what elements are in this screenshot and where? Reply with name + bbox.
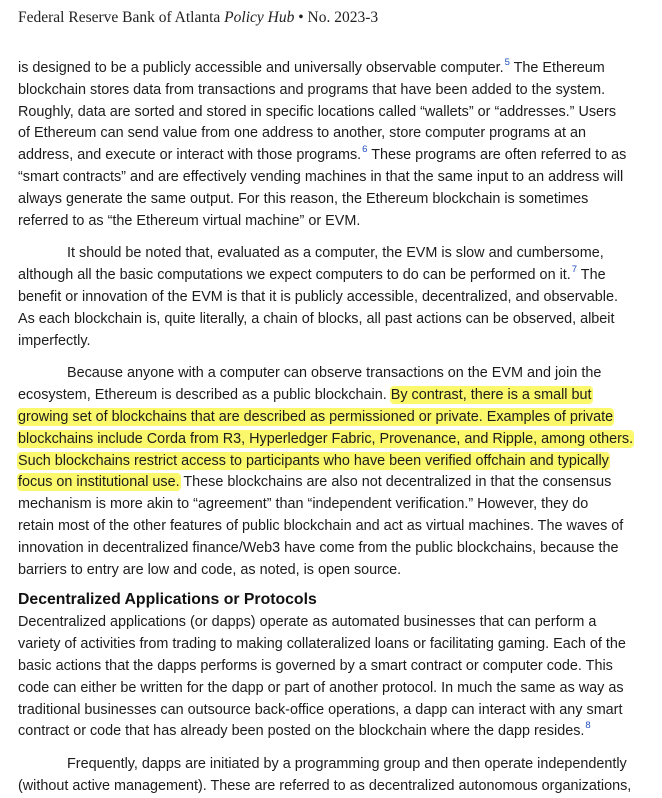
text-line: It should be noted that, evaluated as a computer, the EVM is slow and cumbersome, — [67, 245, 604, 262]
highlighted-text: focus on institutional use. — [18, 474, 180, 491]
text-line: address, and execute or interact with those programs. — [18, 147, 362, 164]
text-line: basic actions that the dapps performs is governed by a smart contract or computer code. This — [18, 657, 613, 674]
text-line: benefit or innovation of the EVM is that it is publicly accessible, decentralized, and observable. — [18, 288, 618, 305]
text-line: (without active management). These are referred to as decentralized autonomous organizations, — [18, 777, 632, 794]
text-line: of Ethereum can send value from one address to another, store computer programs at an — [18, 125, 586, 142]
text-line: code can either be written for the dapp or part of another protocol. In much the same as way as — [18, 679, 624, 696]
highlighted-text: blockchains include Corda from R3, Hyperledger Fabric, Provenance, and Ripple, among others. — [18, 430, 634, 447]
text-line: although all the basic computations we expect computers to do can be performed on it. — [18, 267, 571, 284]
highlighted-text: growing set of blockchains that are described as permissioned or private. Examples of private — [18, 408, 614, 425]
text-line: “smart contracts” and are effectively vending machines in that the same input to an address will — [18, 168, 624, 185]
text-line: The — [577, 267, 606, 284]
section-heading: Decentralized Applications or Protocols — [18, 591, 317, 609]
text-line: retain most of the other features of public blockchain and act as virtual machines. The waves of — [18, 517, 624, 534]
text-line: mechanism is more akin to “agreement” than “independent verification.” However, they do — [18, 496, 589, 513]
text-line: barriers to entry are low and code, as noted, is open source. — [18, 561, 402, 578]
text-line: These programs are often referred to as — [367, 147, 627, 164]
footnote-ref-8[interactable]: 8 — [585, 720, 591, 732]
text-line: Decentralized applications (or dapps) operate as automated businesses that can perform a — [18, 614, 597, 631]
paragraph-ethereum-intro — [18, 58, 648, 232]
text-line: These blockchains are also not decentralized in that the consensus — [179, 474, 612, 491]
paragraph-public-private — [18, 363, 648, 581]
footnote-ref-5[interactable]: 5 — [504, 57, 510, 68]
text-line: always generate the same output. For this reason, the Ethereum blockchain is sometimes — [18, 190, 589, 207]
header-series: Policy Hub — [224, 9, 295, 26]
highlighted-text: By contrast, there is a small but — [390, 387, 592, 404]
text-line: As each blockchain is, quite literally, a chain of blocks, all past actions can be observed, albeit — [18, 310, 615, 327]
header-number: No. 2023-3 — [307, 9, 379, 26]
text-line: variety of activities from trading to making collateralized loans or facilitating gaming. Each of the — [18, 636, 626, 653]
paragraph-evm — [18, 243, 648, 352]
text-line: Because anyone with a computer can observe transactions on the EVM and join the — [67, 365, 602, 382]
text-line: referred to as “the Ethereum virtual machine” or EVM. — [18, 212, 361, 229]
text-line: ecosystem, Ethereum is described as a public blockchain. — [18, 387, 391, 404]
running-header — [18, 9, 378, 27]
text-line: traditional businesses can outsource back-office operations, a dapp can interact with any smart — [18, 701, 623, 718]
paragraph-dapps — [18, 612, 648, 743]
text-line: blockchain stores data from transactions and programs that have been added to the system. — [18, 81, 606, 98]
highlighted-text: Such blockchains restrict access to participants who have been verified offchain and typically — [18, 452, 609, 469]
document-body — [18, 58, 648, 798]
text-line: is designed to be a publicly accessible and universally observable computer. — [18, 60, 504, 76]
text-line: innovation in decentralized finance/Web3 have come from the public blockchains, because the — [18, 539, 619, 556]
text-line: Frequently, dapps are initiated by a programming group and then operate independently — [67, 756, 627, 773]
text-line: contract or code that has already been posted on the blockchain where the dapp resides. — [18, 723, 585, 740]
footnote-ref-6[interactable]: 6 — [362, 144, 368, 156]
text-line: The Ethereum — [509, 60, 605, 76]
header-separator: • — [298, 9, 304, 26]
text-line: imperfectly. — [18, 332, 91, 349]
footnote-ref-7[interactable]: 7 — [571, 264, 578, 276]
header-org: Federal Reserve Bank of Atlanta — [18, 9, 221, 26]
text-line: Roughly, data are sorted and stored in specific locations called “wallets” or “addresses.” Users — [18, 103, 617, 120]
